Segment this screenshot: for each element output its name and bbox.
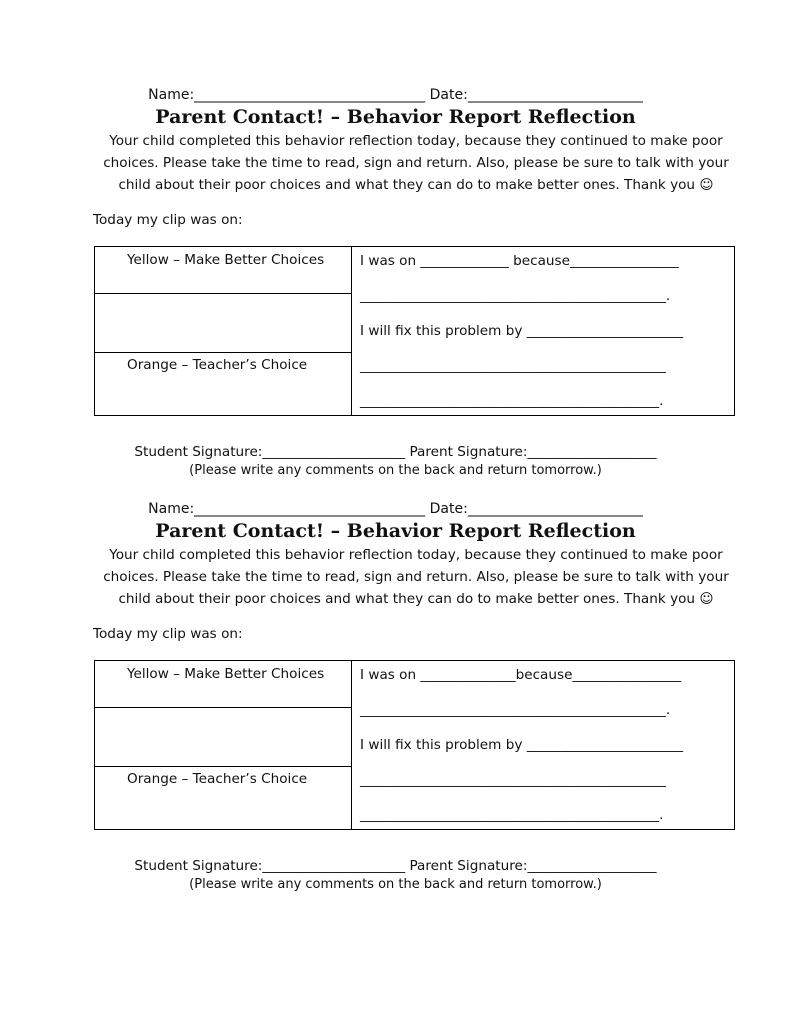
checkbox-yellow[interactable] [95, 247, 122, 294]
reflection-line[interactable]: _____________________________________________ [360, 358, 666, 374]
student-signature-field[interactable]: Student Signature:_____________________ [134, 444, 406, 460]
row-yellow: Yellow – Make Better Choices [122, 247, 351, 294]
signature-line [0, 857, 791, 875]
date-field[interactable]: Date:_________________________ [429, 501, 643, 517]
row-orange: Orange – Teacher’s Choice [127, 357, 308, 373]
checkbox-orange[interactable] [95, 766, 122, 831]
checkbox-orange[interactable] [95, 352, 122, 417]
reflection-line[interactable]: ____________________________________________. [360, 393, 664, 409]
checkbox-blank[interactable] [95, 293, 122, 353]
name-date-line [0, 500, 791, 518]
row-orange: Orange – Teacher’s Choice [127, 771, 308, 787]
reflection-line[interactable]: _____________________________________________. [360, 288, 671, 304]
student-signature-field[interactable]: Student Signature:_____________________ [134, 858, 406, 874]
signature-line [0, 443, 791, 461]
clip-chart [94, 660, 735, 830]
return-note: (Please write any comments on the back and return tomorrow.) [189, 463, 602, 478]
parent-signature-field[interactable]: Parent Signature:___________________ [409, 858, 657, 874]
reflection-line[interactable]: I was on _____________ because________________ [360, 253, 679, 269]
behavior-form-1 [0, 86, 791, 498]
reflection-box [351, 661, 734, 829]
intro-text: Your child completed this behavior reflection today, because they continued to make poor choices. Please take the time to read, sign and return. Also, please be sure to talk with your child about their poor choices and what they can do to make better ones. Thank you ☺ [103, 133, 729, 193]
row-blank [122, 293, 351, 353]
row-blank [122, 707, 351, 767]
date-field[interactable]: Date:_________________________ [429, 87, 643, 103]
checkbox-yellow[interactable] [95, 661, 122, 708]
parent-signature-field[interactable]: Parent Signature:___________________ [409, 444, 657, 460]
return-note: (Please write any comments on the back and return tomorrow.) [189, 877, 602, 892]
clip-label: Today my clip was on: [93, 626, 243, 642]
behavior-form-2 [0, 500, 791, 912]
reflection-line[interactable]: I will fix this problem by _______________________ [360, 737, 684, 753]
reflection-line[interactable]: _____________________________________________ [360, 772, 666, 788]
reflection-line[interactable]: I will fix this problem by _______________________ [360, 323, 684, 339]
reflection-box [351, 247, 734, 415]
form-title: Parent Contact! – Behavior Report Reflection [155, 106, 636, 128]
name-field[interactable]: Name:_________________________________ [148, 87, 426, 103]
form-title: Parent Contact! – Behavior Report Reflection [155, 520, 636, 542]
name-date-line [0, 86, 791, 104]
intro-text: Your child completed this behavior reflection today, because they continued to make poor choices. Please take the time to read, sign and return. Also, please be sure to talk with your child about their poor choices and what they can do to make better ones. Thank you ☺ [103, 547, 729, 607]
clip-chart [94, 246, 735, 416]
clip-label: Today my clip was on: [93, 212, 243, 228]
checkbox-blank[interactable] [95, 707, 122, 767]
reflection-line[interactable]: I was on ______________because________________ [360, 667, 682, 683]
reflection-line[interactable]: _____________________________________________. [360, 702, 671, 718]
row-yellow: Yellow – Make Better Choices [122, 661, 351, 708]
name-field[interactable]: Name:_________________________________ [148, 501, 426, 517]
reflection-line[interactable]: ____________________________________________. [360, 807, 664, 823]
